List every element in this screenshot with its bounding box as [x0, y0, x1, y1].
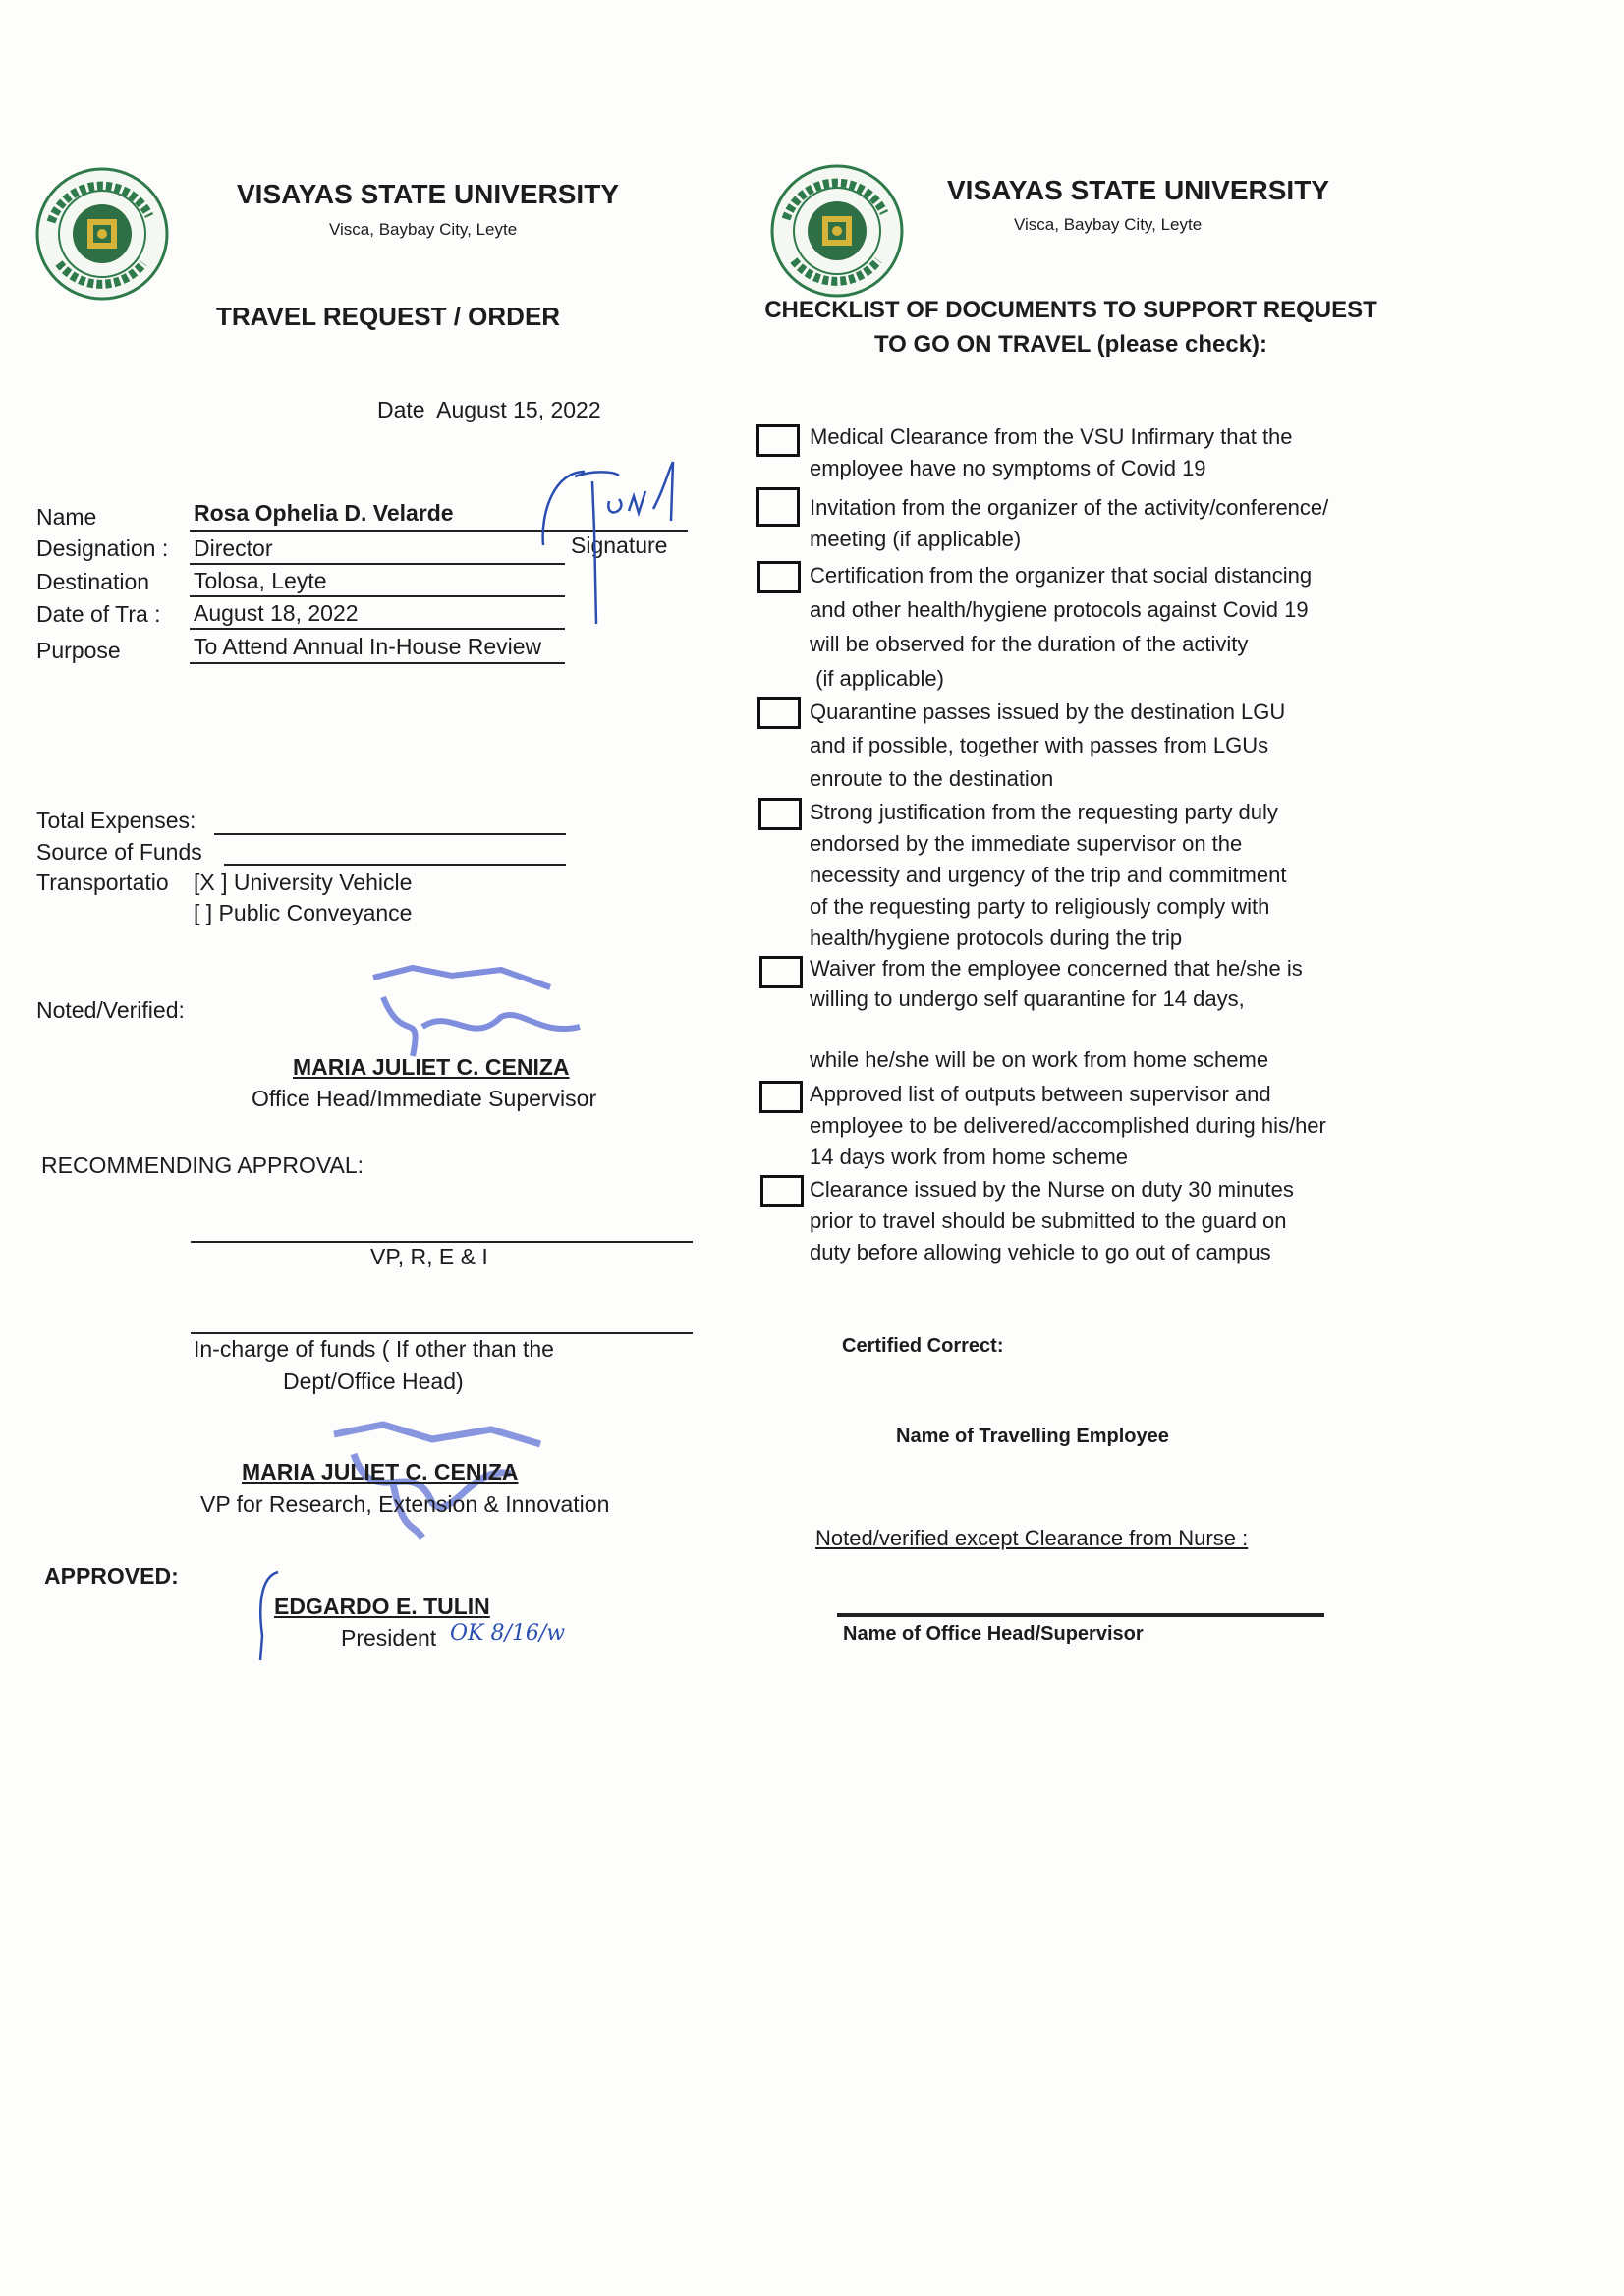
checklist-item-medical-clearance: Medical Clearance from the VSU Infirmary that the employee have no symptoms of Covid 19 — [810, 424, 1293, 480]
purpose-label: Purpose — [36, 638, 121, 663]
university-name: VISAYAS STATE UNIVERSITY — [237, 179, 619, 209]
president-initials: OK 8/16/w — [450, 1621, 566, 1646]
checklist-item-invitation: Invitation from the organizer of the activity/conference/ meeting (if applicable) — [810, 495, 1329, 551]
destination-value: Tolosa, Leyte — [194, 568, 327, 593]
purpose-value: To Attend Annual In-House Review — [194, 634, 542, 659]
vp-name: MARIA JULIET C. CENIZA — [242, 1459, 519, 1484]
name-value: Rosa Ophelia D. Velarde — [194, 500, 454, 526]
source-of-funds-label: Source of Funds — [36, 839, 202, 865]
checkbox-waiver[interactable] — [759, 956, 803, 988]
university-address-right: Visca, Baybay City, Leyte — [1014, 215, 1203, 234]
checklist-title-line1: CHECKLIST OF DOCUMENTS TO SUPPORT REQUEST — [764, 297, 1377, 323]
vp-label: VP, R, E & I — [370, 1244, 488, 1269]
checklist-item-justification: Strong justification from the requesting party duly endorsed by the immediate supervisor on the necessity and urgency of the trip and commitment of the requesting party to religiously comply with health/hygiene protocols during the trip — [810, 800, 1287, 950]
university-seal-logo-right — [768, 162, 906, 300]
noted-except-nurse-label: Noted/verified except Clearance from Nurse : — [815, 1526, 1249, 1550]
supervisor-signature — [354, 958, 609, 1066]
checkbox-certification[interactable] — [757, 561, 801, 593]
approved-label: APPROVED: — [44, 1563, 179, 1589]
recommending-approval-label: RECOMMENDING APPROVAL: — [41, 1152, 364, 1178]
incharge-line1: In-charge of funds ( If other than the — [194, 1336, 554, 1362]
office-head-label: Name of Office Head/Supervisor — [843, 1623, 1144, 1645]
incharge-line2: Dept/Office Head) — [283, 1369, 464, 1394]
total-expenses-label: Total Expenses: — [36, 808, 196, 833]
president-name: EDGARDO E. TULIN — [274, 1594, 490, 1619]
checklist-title-line2: TO GO ON TRAVEL (please check): — [873, 331, 1268, 358]
transport-public-conveyance[interactable]: [ ] Public Conveyance — [194, 900, 413, 925]
checklist-item-waiver: Waiver from the employee concerned that he/she is willing to undergo self quarantine for 14 days, while he/she will be on work from home scheme — [810, 956, 1303, 1072]
checkbox-approved-outputs[interactable] — [759, 1081, 803, 1113]
requester-signature — [535, 452, 712, 639]
checkbox-medical-clearance[interactable] — [756, 424, 800, 457]
travel-date-label: Date of Tra : — [36, 601, 161, 627]
travel-date-value: August 18, 2022 — [194, 600, 359, 626]
certified-correct-label: Certified Correct: — [842, 1335, 1004, 1357]
vp-title: VP for Research, Extension & Innovation — [200, 1491, 610, 1517]
president-title: President — [341, 1625, 437, 1651]
transportation-label: Transportatio — [36, 869, 169, 895]
form-title: TRAVEL REQUEST / ORDER — [216, 302, 561, 331]
university-name-right: VISAYAS STATE UNIVERSITY — [947, 175, 1329, 205]
supervisor-title: Office Head/Immediate Supervisor — [252, 1086, 597, 1111]
signature-label: Signature — [571, 532, 668, 558]
checklist-item-approved-outputs: Approved list of outputs between supervisor and employee to be delivered/accomplished during his/her 14 days work from home scheme — [810, 1082, 1326, 1169]
designation-value: Director — [194, 535, 273, 561]
university-address: Visca, Baybay City, Leyte — [329, 220, 518, 239]
travelling-employee-label: Name of Travelling Employee — [896, 1426, 1169, 1447]
date-value: August 15, 2022 — [436, 397, 601, 422]
checkbox-quarantine-passes[interactable] — [757, 697, 801, 729]
date-label: Date — [377, 397, 425, 422]
noted-verified-label: Noted/Verified: — [36, 997, 185, 1023]
name-label: Name — [36, 504, 97, 530]
checkbox-justification[interactable] — [758, 798, 802, 830]
transport-university-vehicle[interactable]: [X ] University Vehicle — [194, 869, 413, 895]
checklist-item-nurse-clearance: Clearance issued by the Nurse on duty 30 minutes prior to travel should be submitted to the guard on duty before allowing vehicle to go out of campus — [810, 1177, 1294, 1264]
checkbox-nurse-clearance[interactable] — [760, 1175, 804, 1207]
university-seal-logo — [33, 165, 171, 303]
checkbox-invitation[interactable] — [756, 487, 800, 527]
supervisor-name: MARIA JULIET C. CENIZA — [293, 1054, 570, 1080]
designation-label: Designation : — [36, 535, 169, 561]
destination-label: Destination — [36, 569, 150, 594]
checklist-item-quarantine-passes: Quarantine passes issued by the destination LGU and if possible, together with passes from LGUs enroute to the destination — [810, 700, 1286, 791]
date-field — [377, 395, 601, 424]
checklist-item-certification: Certification from the organizer that social distancing and other health/hygiene protocols against Covid 19 will be observed for the duration of the activity (if applicable) — [810, 563, 1313, 691]
